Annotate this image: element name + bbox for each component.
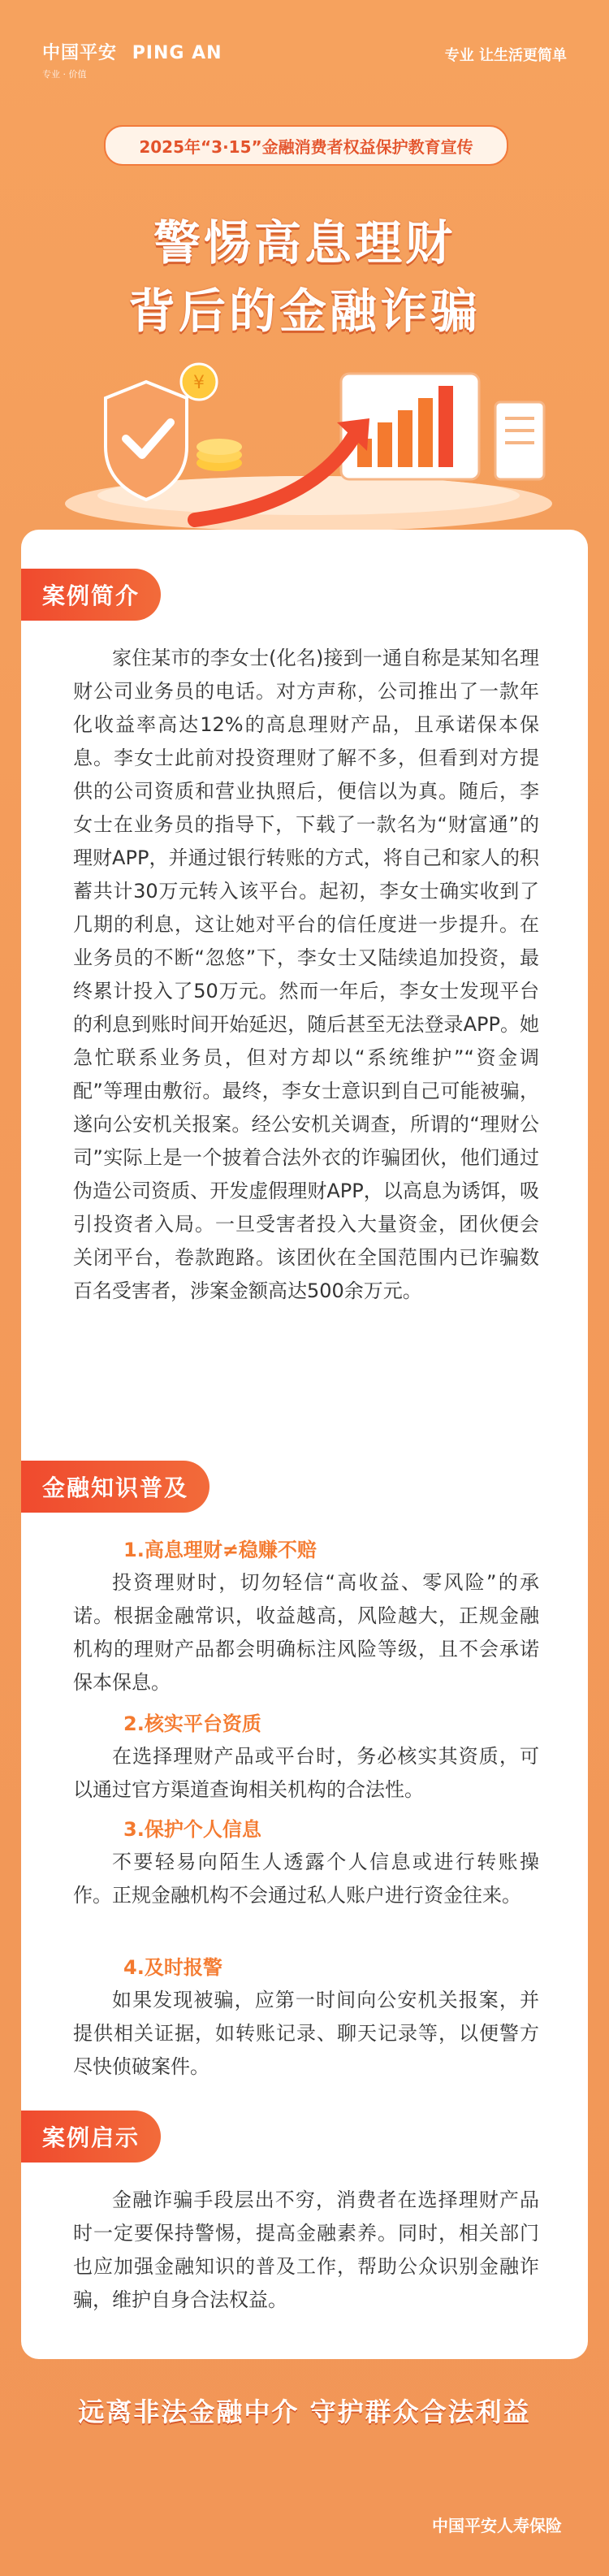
svg-text:¥: ¥	[193, 373, 205, 393]
campaign-banner: 2025年“3·15”金融消费者权益保护教育宣传	[104, 125, 508, 166]
footer-slogan: 远离非法金融中介 守护群众合法利益	[78, 2396, 531, 2427]
shield-icon	[106, 382, 187, 500]
logo-cn: 中国平安	[42, 43, 118, 63]
logo-en: PING AN	[132, 43, 222, 63]
section-tag-case-intro: 案例简介	[21, 569, 161, 621]
knowledge-item-title: 2.核实平台资质	[123, 1712, 261, 1735]
page-title-line1: 警惕高息理财	[153, 215, 456, 271]
section-tag-inspiration: 案例启示	[21, 2111, 161, 2163]
section-tag-knowledge: 金融知识普及	[21, 1461, 209, 1513]
knowledge-item-title: 3.保护个人信息	[123, 1818, 261, 1841]
knowledge-item-text: 在选择理财产品或平台时，务必核实其资质，可以通过官方渠道查询相关机构的合法性。	[73, 1745, 539, 1801]
document-icon	[495, 402, 544, 479]
knowledge-item-text: 投资理财时，切勿轻信“高收益、零风险”的承诺。根据金融常识，收益越高，风险越大，正规金融机构的理财产品都会明确标注风险等级，且不会承诺保本保息。	[73, 1571, 539, 1694]
header-logo	[42, 39, 222, 80]
inspiration-text: 金融诈骗手段层出不穷，消费者在选择理财产品时一定要保持警惕，提高金融素养。同时，相关部门也应加强金融知识的普及工作，帮助公众识别金融诈骗，维护自身合法权益。	[73, 2189, 539, 2311]
knowledge-item-text: 如果发现被骗，应第一时间向公安机关报案，并提供相关证据，如转账记录、聊天记录等，以便警方尽快侦破案件。	[73, 1989, 539, 2078]
finance-illustration	[49, 341, 568, 536]
page-title-line2: 背后的金融诈骗	[127, 284, 481, 339]
knowledge-item-text: 不要轻易向陌生人透露个人信息或进行转账操作。正规金融机构不会通过私人账户进行资金往来。	[73, 1851, 539, 1907]
header-slogan: 专业 让生活更简单	[444, 47, 567, 64]
logo-sub: 专业 · 价值	[42, 69, 87, 80]
case-intro-text: 家住某市的李女士(化名)接到一通自称是某知名理财公司业务员的电话。对方声称，公司推出了一款年化收益率高达12%的高息理财产品，且承诺保本保息。李女士此前对投资理财了解不多，但看到对方提供的公司资质和营业执照后，便信以为真。随后，李女士在业务员的指导下，下载了一款名为“财富通”的理财APP，并通过银行转账的方式，将自己和家人的积蓄共计30万元转入该平台。起初，李女士确实收到了几期的利息，这让她对平台的信任度进一步提升。在业务员的不断“忽悠”下，李女士又陆续追加投资，最终累计投入了50万元。然而一年后，李女士发现平台的利息到账时间开始延迟，随后甚至无法登录APP。她急忙联系业务员，但对方却以“系统维护”“资金调配”等理由敷衍。最终，李女士意识到自己可能被骗，遂向公安机关报案。经公安机关调查，所谓的“理财公司”实际上是一个披着合法外衣的诈骗团伙，他们通过伪造公司资质、开发虚假理财APP，以高息为诱饵，吸引投资者入局。一旦受害者投入大量资金，团伙便会关闭平台，卷款跑路。该团伙在全国范围内已诈骗数百名受害者，涉案金额高达500余万元。	[73, 647, 539, 1302]
footer-brand: 中国平安人寿保险	[432, 2516, 562, 2535]
knowledge-item-title: 4.及时报警	[123, 1956, 222, 1979]
knowledge-item-title: 1.高息理财≠稳赚不赔	[123, 1539, 317, 1561]
